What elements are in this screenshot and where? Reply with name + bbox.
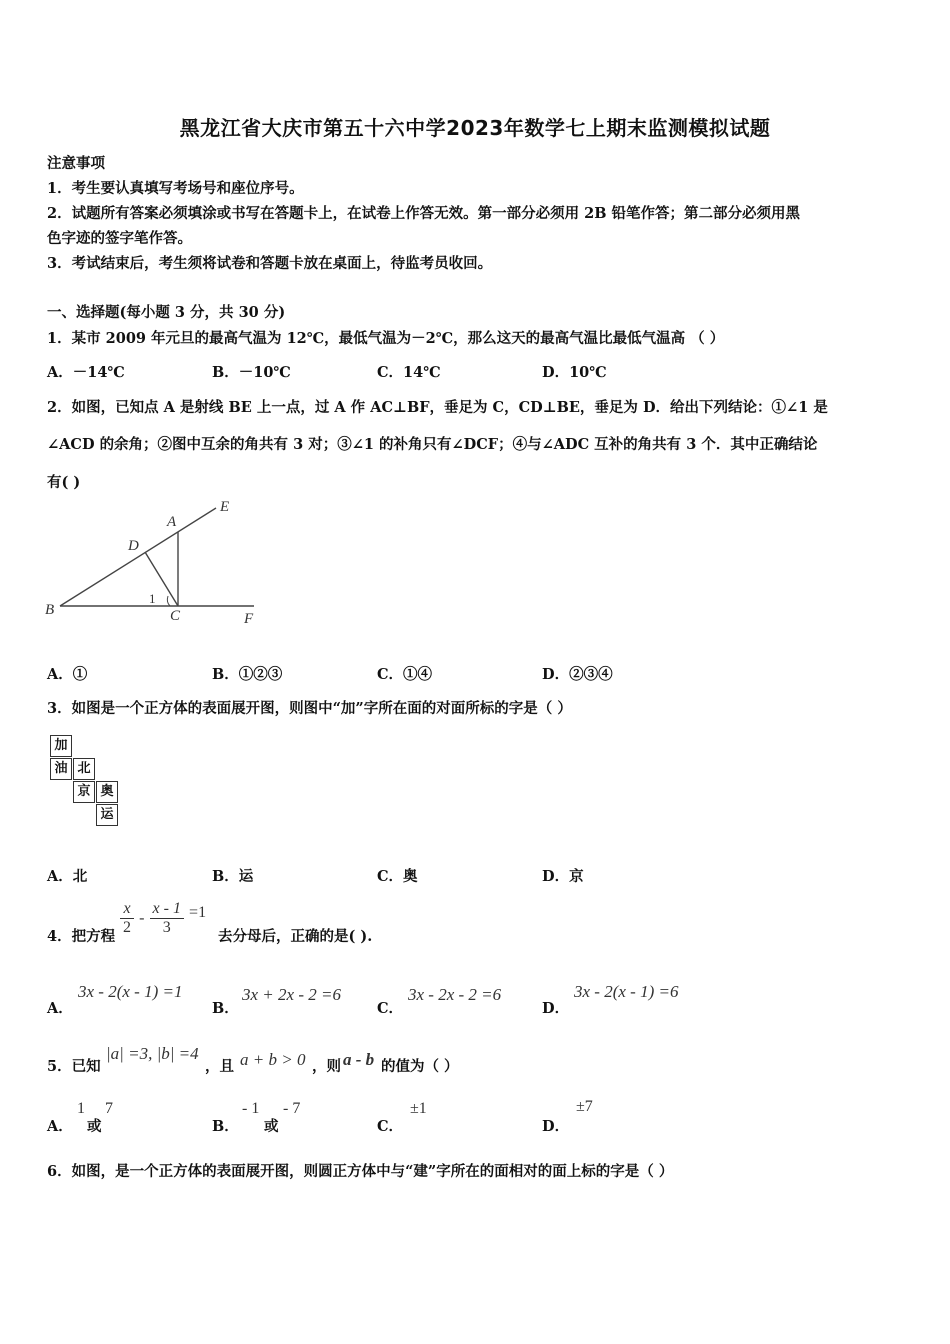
label-a: A xyxy=(167,514,177,530)
notice-item: 色字迹的签字笔作答。 xyxy=(47,230,192,247)
fraction-2 xyxy=(150,900,184,937)
q5-option-b-value-2: - 7 xyxy=(283,1100,301,1117)
page-title: 黑龙江省大庆市第五十六中学2023年数学七上期末监测模拟试题 xyxy=(179,116,771,140)
q1-option-a: A．－14℃ xyxy=(47,364,125,381)
minus-sign: - xyxy=(139,909,145,927)
fraction-2-denominator: 3 xyxy=(150,918,184,937)
question-2-stem-line: 2．如图，已知点 A 是射线 BE 上一点，过 A 作 AC⊥BF，垂足为 C，CD⊥BE，垂足为 D．给出下列结论：①∠1 是 xyxy=(47,399,828,416)
q2-option-d: D．②③④ xyxy=(542,666,613,683)
question-2-stem-line: 有( ) xyxy=(47,474,81,491)
net-cell: 奥 xyxy=(96,781,118,803)
ray-be xyxy=(60,508,216,606)
question-4-suffix: 去分母后，正确的是( ). xyxy=(218,928,373,945)
q5-suffix: 的值为（ ） xyxy=(381,1058,459,1075)
q5-option-c-letter: C． xyxy=(377,1118,404,1135)
q5-option-b-letter: B． xyxy=(212,1118,239,1135)
angle-1-arc xyxy=(167,596,170,606)
equation-rhs: =1 xyxy=(189,904,207,921)
net-cell: 京 xyxy=(73,781,95,803)
fraction-1-numerator: x xyxy=(123,900,131,917)
label-angle-1: 1 xyxy=(149,591,156,606)
q3-option-b: B．运 xyxy=(212,868,254,885)
question-1-stem: 1．某市 2009 年元旦的最高气温为 12℃，最低气温为－2℃，那么这天的最高气温比最低气温高 （ ） xyxy=(47,330,725,347)
q4-option-b-expr: 3x + 2x - 2 =6 xyxy=(242,985,341,1004)
q1-option-c: C．14℃ xyxy=(377,364,441,381)
question-3-stem: 3．如图是一个正方体的表面展开图，则图中“加”字所在面的对面所标的字是（ ） xyxy=(47,700,572,717)
q2-option-b: B．①②③ xyxy=(212,666,283,683)
q5-option-c-value: ±1 xyxy=(410,1100,427,1117)
notice-item: 2．试题所有答案必须填涂或书写在答题卡上，在试卷上作答无效。第一部分必须用 2B 铅笔作答；第二部分必须用黑 xyxy=(47,205,801,222)
q5-option-d-letter: D． xyxy=(542,1118,570,1135)
label-f: F xyxy=(244,611,254,627)
section-heading: 一、选择题(每小题 3 分，共 30 分) xyxy=(47,304,286,321)
q4-option-c-expr: 3x - 2x - 2 =6 xyxy=(408,985,502,1004)
q5-option-a-letter: A． xyxy=(47,1118,73,1135)
question-4-prefix: 4．把方程 xyxy=(47,928,116,945)
net-cell: 加 xyxy=(50,735,72,757)
net-cell: 运 xyxy=(96,804,118,826)
q5-option-d-value: ±7 xyxy=(576,1098,593,1115)
question-2-stem-line: ∠ACD 的余角；②图中互余的角共有 3 对；③∠1 的补角只有∠DCF；④与∠ADC 互补的角共有 3 个．其中正确结论 xyxy=(47,436,818,453)
question-5-prefix: 5．已知 xyxy=(47,1058,101,1075)
q4-option-a-expr: 3x - 2(x - 1) =1 xyxy=(78,982,183,1001)
q4-option-d-letter: D． xyxy=(542,1000,570,1017)
cube-net xyxy=(50,735,125,830)
q3-option-d: D．京 xyxy=(542,868,584,885)
q3-option-a: A．北 xyxy=(47,868,88,885)
q4-option-a-letter: A． xyxy=(47,1000,73,1017)
q5-inequality: a + b > 0 xyxy=(240,1050,306,1069)
q4-option-c-letter: C． xyxy=(377,1000,404,1017)
q5-option-b-or: 或 xyxy=(264,1118,279,1135)
q4-option-d-expr: 3x - 2(x - 1) =6 xyxy=(574,982,679,1001)
equation xyxy=(120,900,206,937)
label-c: C xyxy=(170,608,181,624)
question-6-stem: 6．如图，是一个正方体的表面展开图，则圆正方体中与“建”字所在的面相对的面上标的字是（ ） xyxy=(47,1163,674,1180)
q1-option-b: B．－10℃ xyxy=(212,364,291,381)
fraction-1 xyxy=(120,900,134,937)
q5-condition: |a| =3, |b| =4 xyxy=(106,1044,199,1063)
q5-mid: ，且 xyxy=(205,1058,234,1075)
q4-option-b-letter: B． xyxy=(212,1000,239,1017)
q2-option-a: A．① xyxy=(47,666,88,683)
q2-option-c: C．①④ xyxy=(377,666,433,683)
geometry-figure xyxy=(40,492,270,632)
label-b: B xyxy=(45,602,55,618)
net-cell: 北 xyxy=(73,758,95,780)
q3-option-c: C．奥 xyxy=(377,868,418,885)
q1-option-d: D．10℃ xyxy=(542,364,607,381)
notice-heading: 注意事项 xyxy=(47,155,105,172)
q5-option-a-or: 或 xyxy=(87,1118,102,1135)
label-d: D xyxy=(128,538,139,554)
notice-item: 3．考试结束后，考生须将试卷和答题卡放在桌面上，待监考员收回。 xyxy=(47,255,493,272)
notice-item: 1．考生要认真填写考场号和座位序号。 xyxy=(47,180,304,197)
q5-option-a-value-1: 1 xyxy=(77,1100,85,1117)
label-e: E xyxy=(220,499,230,515)
net-cell: 油 xyxy=(50,758,72,780)
q5-expression: a - b xyxy=(343,1050,375,1069)
fraction-2-numerator: x - 1 xyxy=(152,900,181,917)
q5-option-b-value-1: - 1 xyxy=(242,1100,260,1117)
q5-mid2: ，则 xyxy=(312,1058,341,1075)
fraction-1-denominator: 2 xyxy=(120,918,134,937)
q5-option-a-value-2: 7 xyxy=(105,1100,113,1117)
